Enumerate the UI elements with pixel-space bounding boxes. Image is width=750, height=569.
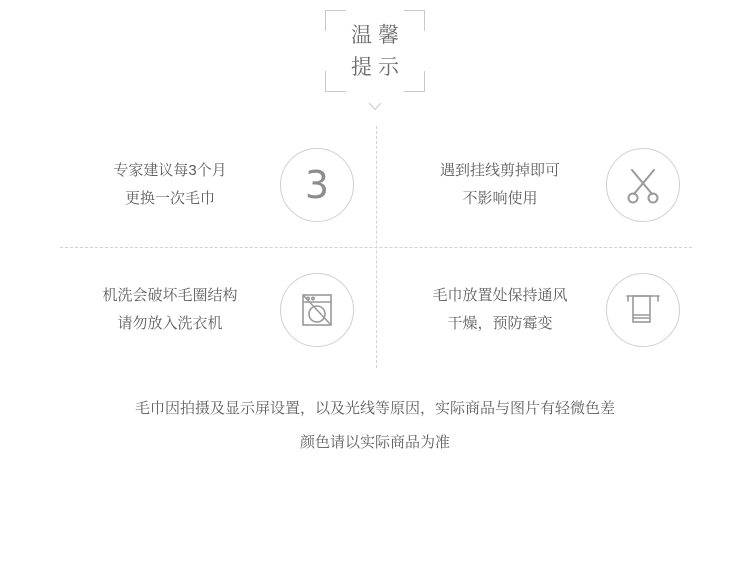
color-disclaimer-line1: 毛巾因拍摄及显示屏设置，以及光线等原因，实际商品与图片有轻微色差	[134, 400, 615, 417]
tip-text-line2: 干燥，预防霉变	[447, 314, 553, 332]
header	[0, 10, 750, 110]
no-washing-machine-glyph	[295, 288, 339, 332]
frame-corner-top-left	[325, 10, 346, 31]
no-washing-machine-icon	[280, 273, 354, 347]
frame-corner-top-right	[404, 10, 425, 31]
page-title-line1: 温馨	[351, 23, 405, 47]
tip-text-line1: 遇到挂线剪掉即可	[439, 161, 560, 179]
tip-item-keep-dry	[376, 247, 694, 372]
tips-grid	[58, 122, 694, 372]
scissors-glyph	[622, 164, 664, 206]
towel-rack-icon	[606, 273, 680, 347]
tip-text-line1: 专家建议每3个月	[113, 161, 227, 179]
towel-rack-glyph	[621, 288, 665, 332]
tip-item-no-machine-wash	[58, 247, 376, 372]
tip-text-line1: 毛巾放置处保持通风	[432, 286, 568, 304]
tip-text-line2: 不影响使用	[462, 189, 538, 207]
tip-text	[406, 157, 606, 213]
page-title-line2: 提示	[351, 55, 405, 79]
number-3-icon	[280, 148, 354, 222]
tip-text-line2: 请勿放入洗衣机	[117, 314, 223, 332]
frame-corner-bottom-right	[404, 71, 425, 92]
scissors-icon	[606, 148, 680, 222]
tip-text	[70, 157, 280, 213]
tip-text-line1: 机洗会破坏毛圈结构	[102, 286, 238, 304]
title-frame	[325, 10, 425, 92]
tip-text-line2: 更换一次毛巾	[124, 189, 215, 207]
number-3-label: 3	[304, 162, 330, 207]
color-disclaimer	[0, 392, 750, 460]
frame-corner-bottom-left	[325, 71, 346, 92]
tip-item-cut-loose-thread	[376, 122, 694, 247]
chevron-down-icon	[368, 102, 382, 111]
tip-text	[70, 282, 280, 338]
tip-text	[406, 282, 606, 338]
color-disclaimer-line2: 颜色请以实际商品为准	[299, 434, 450, 451]
tip-item-replace-towel	[58, 122, 376, 247]
